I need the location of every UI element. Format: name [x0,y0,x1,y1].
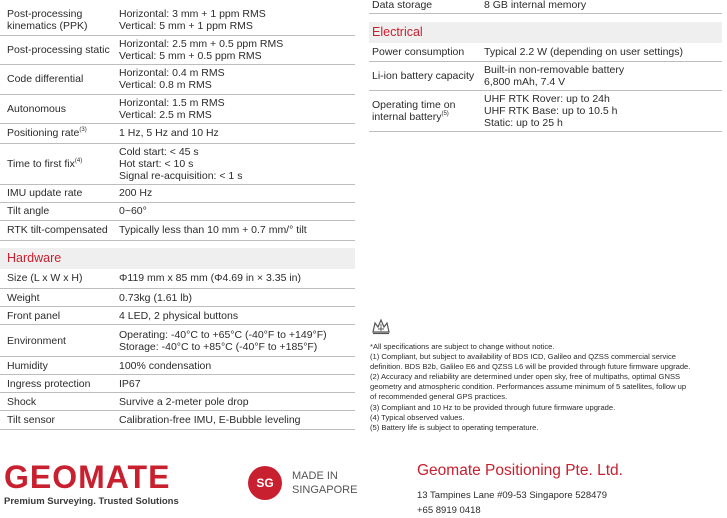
spec-value [478,61,722,90]
spec-value-line: Vertical: 5 mm + 1 ppm RMS [119,20,253,33]
footnote-line: (5) Battery life is subject to operating temperature. [370,422,539,432]
spec-value-line: Cold start: < 45 s [119,145,199,158]
spec-value [113,289,355,307]
company-phone: +65 8919 0418 [417,505,481,516]
spec-value-line: Typically less than 10 mm + 0.7 mm/° tilt [119,224,307,236]
spec-row [369,61,722,90]
spec-value [113,123,355,143]
footnote-marker: (3) [79,127,87,133]
spec-value [113,143,355,184]
spec-label: RTK tilt-compensated [0,220,113,240]
spec-value [113,184,355,202]
spacer [0,241,355,248]
spec-row [0,411,355,430]
hardware-spec-body [0,269,355,430]
footnote-marker: (4) [74,157,83,164]
spec-label: Size (L x W x H) [0,269,113,289]
spec-value-line: IP67 [119,377,141,390]
company-address: 13 Tampines Lane #09-53 Singapore 528479 [417,490,607,501]
spec-label: Weight [0,289,113,307]
spec-label: Power consumption [369,43,478,61]
spec-value [113,357,355,375]
footnote-line: (1) Compliant, but subject to availability of BDS ICD, Galileo and QZSS commercial service [370,352,676,362]
spec-row [0,325,355,357]
tagline: Premium Surveying. Trusted Solutions [4,496,179,507]
spec-value-line: 0~60° [119,205,147,217]
sg-badge: SG [248,466,282,500]
spec-value-line: Static: up to 25 h [484,116,563,129]
spec-value-line: Vertical: 5 mm + 0.5 ppm RMS [119,49,262,62]
spec-value-line: 200 Hz [119,187,153,199]
spec-value-line: Vertical: 0.8 m RMS [119,79,212,91]
made-in-line: MADE IN [292,470,338,482]
spec-label: Environment [0,325,113,357]
spec-value-line: Storage: -40°C to +85°C (-40°F to +185°F) [119,340,318,353]
right-column [369,0,722,132]
electrical-spec-table [369,43,722,132]
spec-value [113,325,355,357]
spec-value-line: Horizontal: 3 mm + 1 ppm RMS [119,8,266,21]
spec-value-line: Calibration-free IMU, E-Bubble leveling [119,414,301,426]
spec-value-line: 1 Hz, 5 Hz and 10 Hz [119,127,219,139]
crown-logo-icon [371,317,391,335]
spec-value [113,269,355,289]
spec-label: Tilt angle [0,202,113,220]
spec-value [113,411,355,430]
spec-label: Shock [0,393,113,411]
spec-value [113,307,355,325]
spec-value [113,393,355,411]
spec-row [0,123,355,143]
hardware-spec-table [0,269,355,431]
spec-value-line: UHF RTK Base: up to 10.5 h [484,104,618,117]
footnote-marker: (5) [441,110,449,117]
spec-label: Autonomous [0,94,113,123]
spacer [369,14,722,22]
spec-value-line: Vertical: 2.5 m RMS [119,108,212,121]
spec-value [113,220,355,240]
spec-row [0,184,355,202]
spec-label: Ingress protection [0,375,113,393]
spec-value [113,6,355,35]
spec-label: Post-processing static [0,35,113,64]
spec-label: Humidity [0,357,113,375]
spec-value [113,94,355,123]
company-name: Geomate Positioning Pte. Ltd. [417,462,623,479]
footnote-line: *All specifications are subject to change without notice. [370,342,555,351]
spec-value [113,64,355,94]
spec-value-line: Φ119 mm x 85 mm (Φ4.69 in × 3.35 in) [119,272,302,285]
storage-spec-table [369,0,722,14]
spec-row [0,375,355,393]
spec-row [0,94,355,123]
spec-value [113,375,355,393]
footnote-line: (4) Typical observed values. [370,412,465,422]
geomate-logo: GEOMATE [4,459,171,495]
footnote-line: (3) Compliant and 10 Hz to be provided through future firmware upgrade. [370,402,616,412]
spec-value-line: Horizontal: 1.5 m RMS [119,96,225,109]
company-contact [417,488,607,518]
spec-label: IMU update rate [0,184,113,202]
electrical-section-title: Electrical [369,22,722,43]
spec-row [369,0,722,14]
spec-label: Li-ion battery capacity [369,61,478,90]
footnote-line: (2) Accuracy and reliability are determined under open sky, free of multipaths, optimal GNSS [370,372,681,382]
spec-label: Operating time on internal battery$^{(5)}$ [369,90,478,131]
spec-row [0,143,355,184]
spec-value-line: Horizontal: 0.4 m RMS [119,67,225,79]
spec-row [0,202,355,220]
spec-row [0,289,355,307]
spec-value-line: Horizontal: 2.5 mm + 0.5 ppm RMS [119,37,284,50]
spec-value-line: UHF RTK Rover: up to 24h [484,92,610,105]
spec-value-line: Operating: -40°C to +65°C (-40°F to +149°F) [119,328,327,341]
spec-row [0,6,355,35]
spec-label: Time to first fix$^{(4)}$ [0,143,113,184]
made-in-singapore [292,469,357,497]
left-column [0,0,355,430]
footnotes [370,342,722,433]
footnote-line: definition. BDS B2b, Galileo E6 and QZSS L6 will be provided through future firmware upgrade. [370,362,691,372]
spec-row [0,64,355,94]
spec-label: Code differential [0,64,113,94]
spec-value [113,202,355,220]
spec-row [369,90,722,131]
spec-row [0,307,355,325]
spec-value [478,90,722,131]
spec-row [0,35,355,64]
spec-value-line: 100% condensation [119,359,212,372]
spec-row [369,43,722,61]
spec-label: Positioning rate$^{(3)}$ [0,123,113,143]
spec-value-line: Built-in non-removable battery [484,63,625,76]
spec-value [478,43,722,61]
spec-label: Front panel [0,307,113,325]
spec-row [0,357,355,375]
spec-label: Post-processing kinematics (PPK) [0,6,113,35]
positioning-spec-body [0,6,355,240]
spec-value-line: 4 LED, 2 physical buttons [119,309,239,322]
electrical-spec-body [369,43,722,131]
spec-value-line: Typical 2.2 W (depending on user settings) [484,45,684,58]
spec-row [0,393,355,411]
spec-value-line: 6,800 mAh, 7.4 V [484,75,566,88]
spec-row [0,220,355,240]
positioning-spec-table [0,6,355,241]
spec-value [113,35,355,64]
spec-value-line: 0.73kg (1.61 lb) [119,291,192,304]
spec-label: Tilt sensor [0,411,113,430]
spec-value [478,0,722,14]
storage-spec-body [369,0,722,14]
spec-row [0,269,355,289]
singapore-line: SINGAPORE [292,484,358,496]
spec-value-line: Survive a 2-meter pole drop [119,395,249,408]
footnote-line: of recommended general GPS practices. [370,392,508,402]
spec-value-line: 8 GB internal memory [484,0,587,11]
spec-label: Data storage [369,0,478,14]
spec-value-line: Hot start: < 10 s [119,157,194,170]
spec-value-line: Signal re-acquisition: < 1 s [119,169,243,182]
footnote-line: geometry and atmospheric condition. Performances assume minimum of 5 satellites, follow up [370,382,687,392]
hardware-section-title: Hardware [0,248,355,269]
